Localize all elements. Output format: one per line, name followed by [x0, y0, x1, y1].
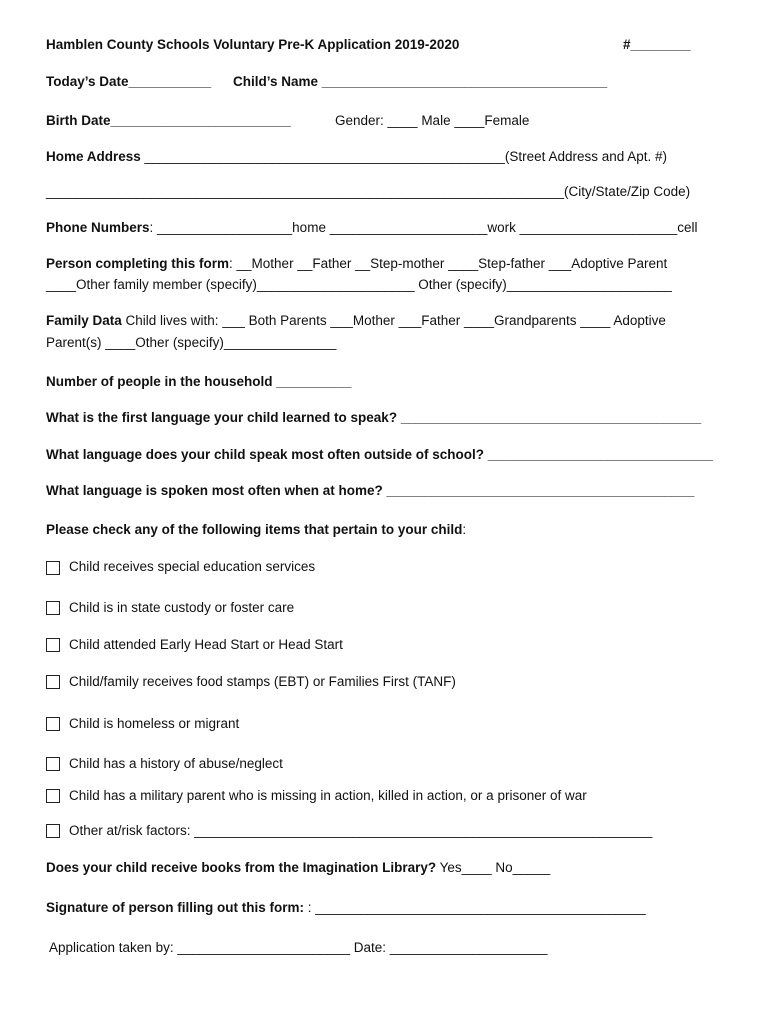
family-data-line2[interactable]: Parent(s) ____Other (specify)_______________	[46, 335, 337, 350]
application-taken-by-field[interactable]: Application taken by: _______________________ Date: _____________________	[49, 940, 548, 955]
checkbox-label: Child has a military parent who is missing in action, killed in action, or a prisoner of war	[69, 788, 587, 803]
checkbox-state-custody[interactable]	[46, 601, 60, 615]
gender-field[interactable]: Gender: ____ Male ____Female	[335, 113, 530, 128]
checkbox-label: Child/family receives food stamps (EBT) or Families First (TANF)	[69, 674, 456, 689]
family-data-options[interactable]: Child lives with: ___ Both Parents ___Mother ___Father ____Grandparents ____ Adoptive	[121, 313, 666, 328]
checkbox-head-start[interactable]	[46, 638, 60, 652]
person-completing-options[interactable]: : __Mother __Father __Step-mother ____Step-father ___Adoptive Parent	[229, 256, 668, 271]
checkbox-special-education[interactable]	[46, 561, 60, 575]
phone-numbers-blanks[interactable]: : __________________home _____________________work _____________________cell	[149, 220, 698, 235]
imagination-library-line[interactable]	[46, 859, 550, 877]
checkbox-label: Child has a history of abuse/neglect	[69, 756, 283, 771]
home-address-label: Home Address	[46, 149, 141, 164]
checkbox-military-parent[interactable]	[46, 789, 60, 803]
form-title: Hamblen County Schools Voluntary Pre-K Application 2019-2020	[46, 37, 460, 52]
imagination-library-answer[interactable]: Yes____ No_____	[436, 860, 551, 875]
checkbox-label: Child is in state custody or foster care	[69, 600, 295, 615]
family-data-label: Family Data	[46, 313, 122, 328]
checkbox-homeless-migrant[interactable]	[46, 717, 60, 731]
household-count-field[interactable]: Number of people in the household __________	[46, 374, 352, 389]
checkbox-other-risk[interactable]	[46, 824, 60, 838]
todays-date-field[interactable]: Today’s Date___________	[46, 74, 212, 89]
other-risk-factors-field[interactable]: Other at/risk factors: _____________________________________________________________	[69, 823, 653, 838]
checkbox-label: Child receives special education services	[69, 559, 316, 574]
imagination-library-question: Does your child receive books from the Imagination Library?	[46, 860, 437, 875]
checkbox-food-stamps[interactable]	[46, 675, 60, 689]
outside-language-field[interactable]: What language does your child speak most often outside of school? ______________________________	[46, 447, 714, 462]
checkbox-abuse-neglect[interactable]	[46, 757, 60, 771]
home-address-line1[interactable]	[46, 148, 667, 166]
family-data-line1[interactable]	[46, 312, 666, 330]
phone-numbers-line[interactable]	[46, 219, 698, 237]
home-language-field[interactable]: What language is spoken most often when at home? _________________________________________	[46, 483, 695, 498]
city-state-zip-blank[interactable]: _____________________________________________________________________(City/State/Zip Code)	[46, 184, 691, 199]
person-completing-line2[interactable]: ____Other family member (specify)_____________________ Other (specify)______________________	[46, 277, 672, 292]
first-language-field[interactable]: What is the first language your child learned to speak? ________________________________________	[46, 410, 702, 425]
phone-numbers-label: Phone Numbers	[46, 220, 150, 235]
application-number-field[interactable]: #________	[623, 37, 691, 52]
signature-label: Signature of person filling out this form:	[46, 900, 304, 915]
person-completing-label: Person completing this form	[46, 256, 230, 271]
signature-line[interactable]	[46, 899, 646, 917]
checkbox-label: Child is homeless or migrant	[69, 716, 240, 731]
person-completing-line1[interactable]	[46, 255, 667, 273]
childs-name-field[interactable]: Child’s Name ______________________________________	[233, 74, 608, 89]
checklist-heading: Please check any of the following items that pertain to your child:	[46, 522, 467, 537]
checkbox-label: Child attended Early Head Start or Head Start	[69, 637, 343, 652]
street-address-blank[interactable]: ________________________________________________(Street Address and Apt. #)	[140, 149, 668, 164]
birth-date-field[interactable]: Birth Date________________________	[46, 113, 291, 128]
signature-blank[interactable]: : ____________________________________________	[304, 900, 646, 915]
